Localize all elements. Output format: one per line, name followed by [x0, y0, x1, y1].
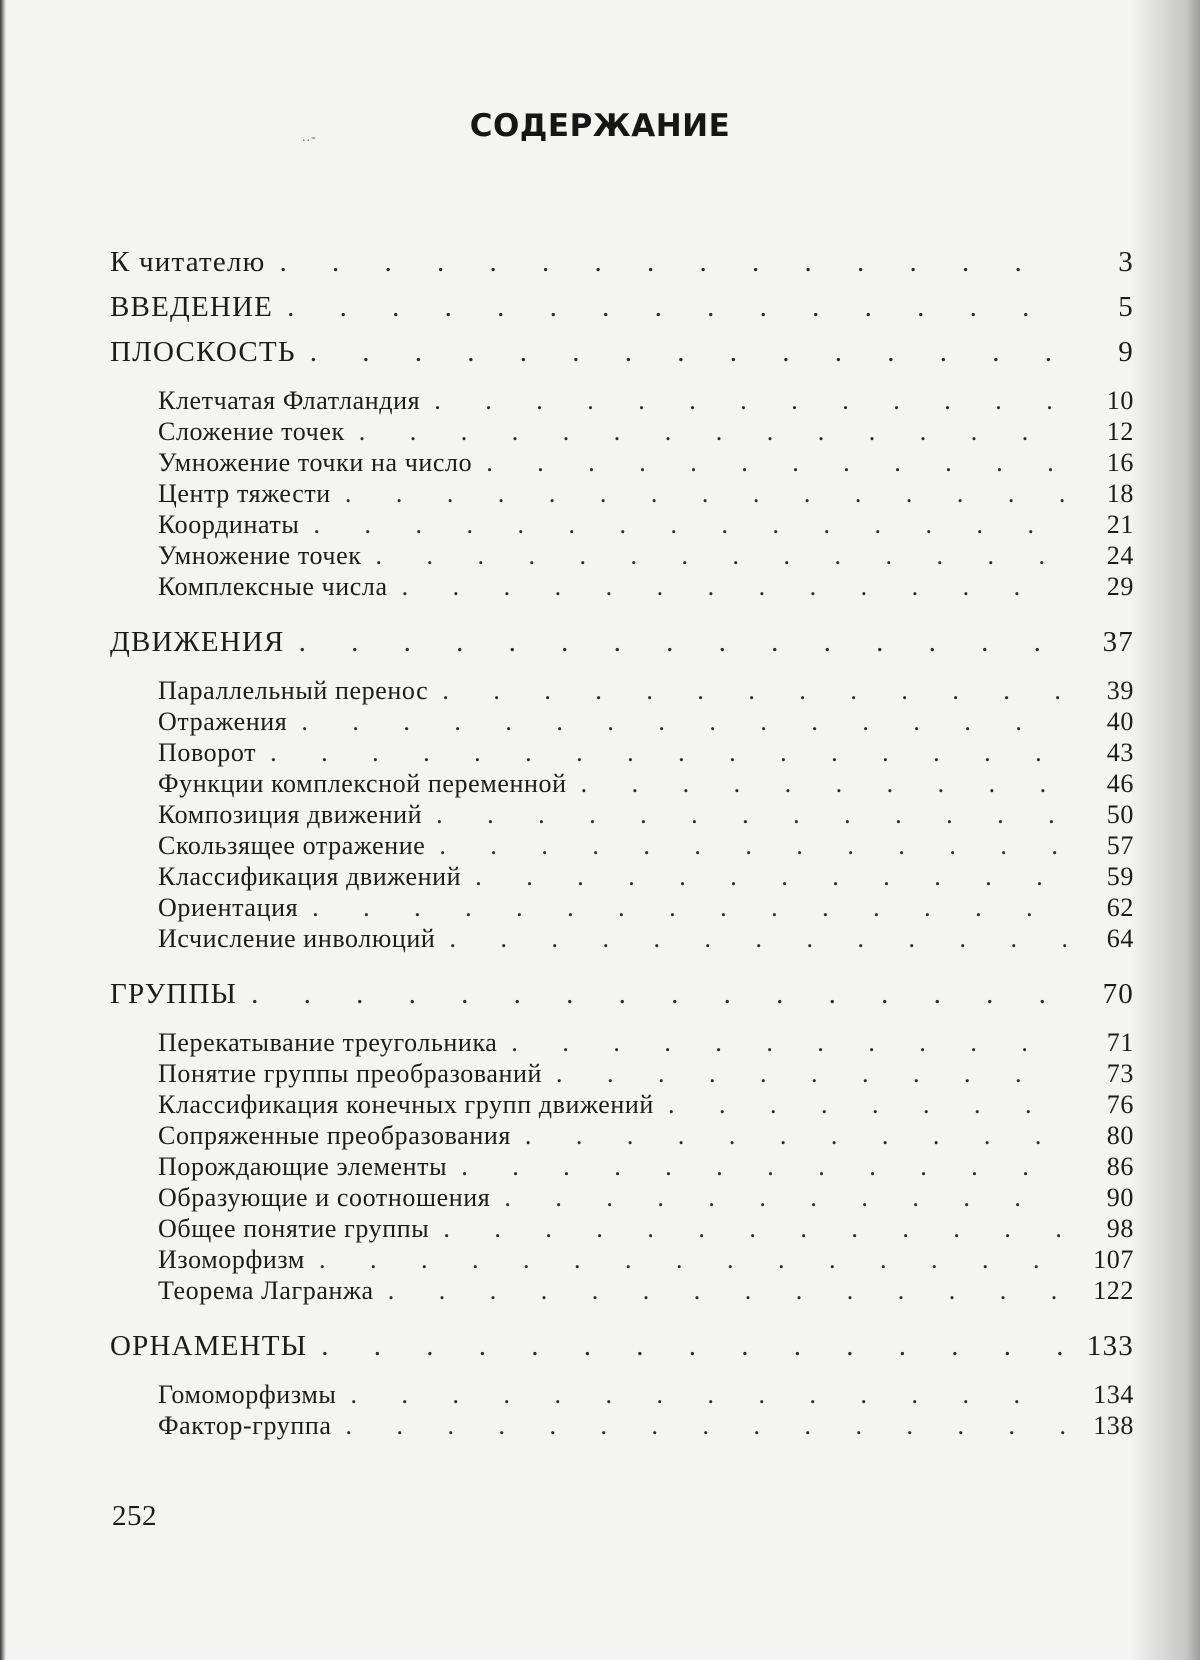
toc-entry-page: 138 [1076, 1410, 1134, 1441]
toc-entry [110, 1089, 1134, 1120]
toc-entry [110, 830, 1134, 861]
dot-leader [310, 330, 1066, 375]
dot-leader [299, 620, 1066, 665]
toc-entry [110, 478, 1134, 509]
dot-leader [312, 892, 1066, 923]
dot-leader [581, 768, 1066, 799]
dot-leader [270, 737, 1066, 768]
toc-entry-title: Умножение точки на число [110, 447, 472, 478]
toc-entry-page: 43 [1076, 737, 1134, 768]
toc-entry [110, 385, 1134, 416]
dot-leader [280, 240, 1066, 285]
toc-entry [110, 1324, 1134, 1369]
dot-leader [486, 447, 1066, 478]
toc-entry-title: Композиция движений [110, 799, 422, 830]
toc-entry-title: Теорема Лагранжа [110, 1275, 374, 1306]
toc-entry [110, 571, 1134, 602]
toc-entry-title: Классификация конечных групп движений [110, 1089, 654, 1120]
toc-entry [110, 1120, 1134, 1151]
page-binding-edge [0, 0, 6, 1660]
toc-entry-page: 46 [1076, 768, 1134, 799]
toc-entry-title: Комплексные числа [110, 571, 388, 602]
toc-entry-title: Ориентация [110, 892, 298, 923]
dot-leader [350, 1379, 1066, 1410]
toc-entry [110, 799, 1134, 830]
toc-entry-title: ПЛОСКОСТЬ [110, 330, 296, 375]
toc-entry-title: К читателю [110, 240, 266, 285]
toc-entry-title: Гомоморфизмы [110, 1379, 336, 1410]
toc-entry-page: 122 [1076, 1275, 1134, 1306]
dot-leader [461, 1151, 1066, 1182]
page-title: СОДЕРЖАНИЕ [0, 108, 1200, 144]
toc-entry-title: Скользящее отражение [110, 830, 425, 861]
toc-entry-page: 18 [1076, 478, 1134, 509]
toc-entry-page: 71 [1076, 1027, 1134, 1058]
toc-entry-title: Исчисление инволюций [110, 923, 435, 954]
toc-entry-title: Порождающие элементы [110, 1151, 447, 1182]
toc-entry-page: 86 [1076, 1151, 1134, 1182]
toc-entry-title: ДВИЖЕНИЯ [110, 620, 285, 665]
toc-entry-page: 62 [1076, 892, 1134, 923]
toc-entry [110, 447, 1134, 478]
toc-entry-page: 107 [1076, 1244, 1134, 1275]
toc-entry [110, 1182, 1134, 1213]
toc-entry [110, 972, 1134, 1017]
toc-entry-page: 98 [1076, 1213, 1134, 1244]
dot-leader [668, 1089, 1066, 1120]
toc-entry [110, 675, 1134, 706]
toc-entry [110, 330, 1134, 375]
toc-entry [110, 1410, 1134, 1441]
toc-entry-title: Отражения [110, 706, 287, 737]
toc-entry-title: Координаты [110, 509, 299, 540]
dot-leader [436, 799, 1066, 830]
dot-leader [301, 706, 1066, 737]
dot-leader [442, 675, 1066, 706]
toc-entry-title: Поворот [110, 737, 256, 768]
toc-entry [110, 737, 1134, 768]
toc-entry-page: 10 [1076, 385, 1134, 416]
dot-leader [388, 1275, 1066, 1306]
toc-entry-title: ВВЕДЕНИЕ [110, 285, 273, 330]
toc-entry [110, 620, 1134, 665]
toc-entry-page: 59 [1076, 861, 1134, 892]
dot-leader [439, 830, 1066, 861]
toc-entry-title: ГРУППЫ [110, 972, 237, 1017]
toc-entry [110, 1244, 1134, 1275]
dot-leader [402, 571, 1066, 602]
toc-entry-page: 64 [1076, 923, 1134, 954]
toc-entry-page: 50 [1076, 799, 1134, 830]
dot-leader [251, 972, 1066, 1017]
toc-entry [110, 1027, 1134, 1058]
dot-leader [319, 1244, 1066, 1275]
toc-entry-title: Перекатывание треугольника [110, 1027, 497, 1058]
toc-entry [110, 285, 1134, 330]
dot-leader [475, 861, 1066, 892]
toc-entry-page: 80 [1076, 1120, 1134, 1151]
toc-entry-title: Классификация движений [110, 861, 461, 892]
toc-entry [110, 416, 1134, 447]
toc-entry-title: Клетчатая Флатландия [110, 385, 420, 416]
toc-entry [110, 240, 1134, 285]
toc-entry [110, 861, 1134, 892]
toc-entry-page: 134 [1076, 1379, 1134, 1410]
toc-entry-title: Общее понятие группы [110, 1213, 429, 1244]
toc-entry-page: 3 [1076, 240, 1134, 285]
toc-entry-title: ОРНАМЕНТЫ [110, 1324, 307, 1369]
toc-entry [110, 706, 1134, 737]
toc-entry-title: Сопряженные преобразования [110, 1120, 511, 1151]
dot-leader [375, 540, 1066, 571]
toc-entry-page: 29 [1076, 571, 1134, 602]
dot-leader [511, 1027, 1066, 1058]
toc-entry-page: 90 [1076, 1182, 1134, 1213]
toc-entry-page: 24 [1076, 540, 1134, 571]
toc-entry-page: 70 [1076, 972, 1134, 1017]
dot-leader [345, 478, 1066, 509]
toc-entry-title: Изоморфизм [110, 1244, 305, 1275]
toc-entry [110, 509, 1134, 540]
toc-entry-page: 9 [1076, 330, 1134, 375]
toc-entry [110, 1151, 1134, 1182]
toc-entry-title: Умножение точек [110, 540, 361, 571]
toc-entry-page: 57 [1076, 830, 1134, 861]
dot-leader [313, 509, 1066, 540]
toc-entry [110, 768, 1134, 799]
table-of-contents [110, 240, 1134, 1441]
toc-entry-page: 39 [1076, 675, 1134, 706]
dot-leader [556, 1058, 1066, 1089]
page-number: 252 [112, 1500, 157, 1533]
toc-entry-title: Параллельный перенос [110, 675, 428, 706]
print-mark: ..- [302, 130, 317, 146]
toc-entry-title: Фактор-группа [110, 1410, 332, 1441]
dot-leader [504, 1182, 1066, 1213]
toc-entry-title: Функции комплексной переменной [110, 768, 567, 799]
toc-entry-title: Центр тяжести [110, 478, 331, 509]
toc-entry-page: 16 [1076, 447, 1134, 478]
toc-entry [110, 923, 1134, 954]
toc-entry [110, 892, 1134, 923]
dot-leader [434, 385, 1066, 416]
dot-leader [359, 416, 1066, 447]
toc-entry [110, 1379, 1134, 1410]
toc-entry-page: 73 [1076, 1058, 1134, 1089]
toc-entry-page: 40 [1076, 706, 1134, 737]
dot-leader [449, 923, 1066, 954]
toc-entry-page: 5 [1076, 285, 1134, 330]
toc-entry-page: 37 [1076, 620, 1134, 665]
dot-leader [443, 1213, 1066, 1244]
toc-entry-title: Образующие и соотношения [110, 1182, 490, 1213]
toc-entry-title: Сложение точек [110, 416, 345, 447]
dot-leader [321, 1324, 1066, 1369]
toc-entry [110, 1275, 1134, 1306]
dot-leader [287, 285, 1066, 330]
toc-entry-page: 21 [1076, 509, 1134, 540]
toc-entry-page: 12 [1076, 416, 1134, 447]
toc-entry [110, 1213, 1134, 1244]
page-gutter-shadow [1130, 0, 1200, 1660]
toc-entry [110, 540, 1134, 571]
toc-entry-page: 76 [1076, 1089, 1134, 1120]
dot-leader [346, 1410, 1066, 1441]
toc-entry-title: Понятие группы преобразований [110, 1058, 542, 1089]
toc-entry-page: 133 [1076, 1324, 1134, 1369]
toc-entry [110, 1058, 1134, 1089]
dot-leader [525, 1120, 1066, 1151]
